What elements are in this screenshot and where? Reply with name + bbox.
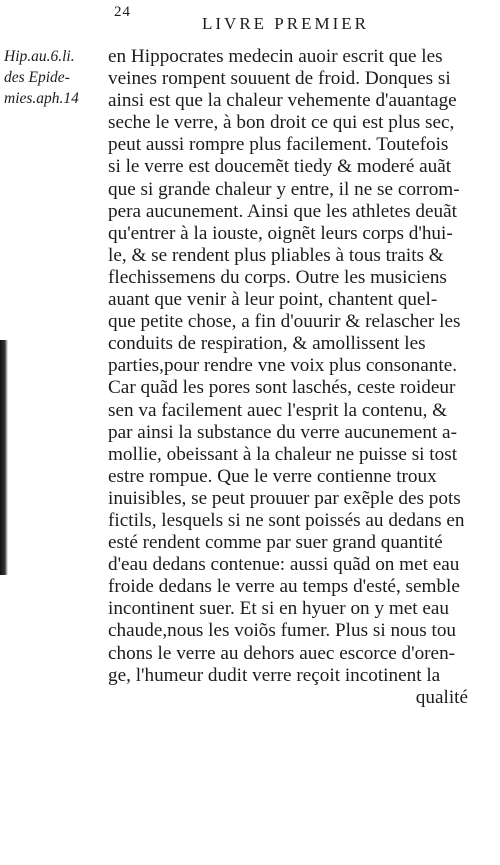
text-line: incontinent suer. Et si en hyuer on y met eau [108,598,450,620]
text-line: chons le verre au dehors auec escorce d'oren- [108,642,456,664]
text-line: sen va facilement auec l'esprit la contenu, & [108,399,448,421]
text-line: froide dedans le verre au temps d'esté, semble [108,576,460,598]
text-line: qu'entrer à la iouste, oignẽt leurs corps d'hui- [108,222,453,244]
text-line: si le verre est doucemẽt tiedy & moderé auãt [108,156,452,178]
text-line: flechissemens du corps. Outre les musiciens [108,266,447,288]
text-line: par ainsi la substance du verre aucunement a- [108,421,457,443]
page-number: 24 [114,4,131,20]
text-line: chaude,nous les voiõs fumer. Plus si nous tou [108,620,457,642]
text-line: inuisibles, se peut prouuer par exẽple des pots [108,487,461,509]
text-line: mollie, obeissant à la chaleur ne puisse si tost [108,443,458,465]
text-line: pera aucunement. Ainsi que les athletes deuãt [108,200,457,222]
text-line: peut aussi rompre plus facilement. Toutefois [108,134,449,156]
catchword: qualité [415,686,468,708]
text-line: d'eau dedans contenue: aussi quãd on met eau [108,554,460,576]
text-line: que petite chose, a fin d'ouurir & relascher les [108,311,461,333]
margin-note-line: mies.aph.14 [4,90,79,107]
margin-note [4,46,106,109]
text-line: conduits de respiration, & amollissent les [108,333,426,355]
text-line: Car quãd les pores sont laschés, ceste roideur [108,377,456,399]
margin-note-line: Hip.au.6.li. [4,48,75,65]
text-line: que si grande chaleur y entre, il ne se corrom- [108,178,460,200]
binding-shadow [0,340,8,575]
text-line: fictils, lesquels si ne sont poissés au dedans en [108,509,465,531]
margin-note-line: des Epide- [4,69,70,86]
text-line: veines rompent souuent de froid. Donques si [108,68,451,90]
text-line: seche le verre, à bon droit ce qui est plus sec, [108,112,455,134]
body-text [108,46,488,709]
text-line: estre rompue. Que le verre contienne troux [108,465,437,487]
text-line: parties,pour rendre vne voix plus consonante. [108,355,458,377]
text-line: en Hippocrates medecin auoir escrit que les [108,46,443,67]
text-line: ainsi est que la chaleur vehemente d'auantage [108,90,457,112]
running-head: LIVRE PREMIER [202,14,369,33]
text-line: esté rendent comme par suer grand quantité [108,532,443,554]
text-line: ge, l'humeur dudit verre reçoit incotinent la [108,664,441,686]
text-line: auant que venir à leur point, chantent quel- [108,289,438,311]
text-line: le, & se rendent plus pliables à tous traits & [108,244,444,266]
